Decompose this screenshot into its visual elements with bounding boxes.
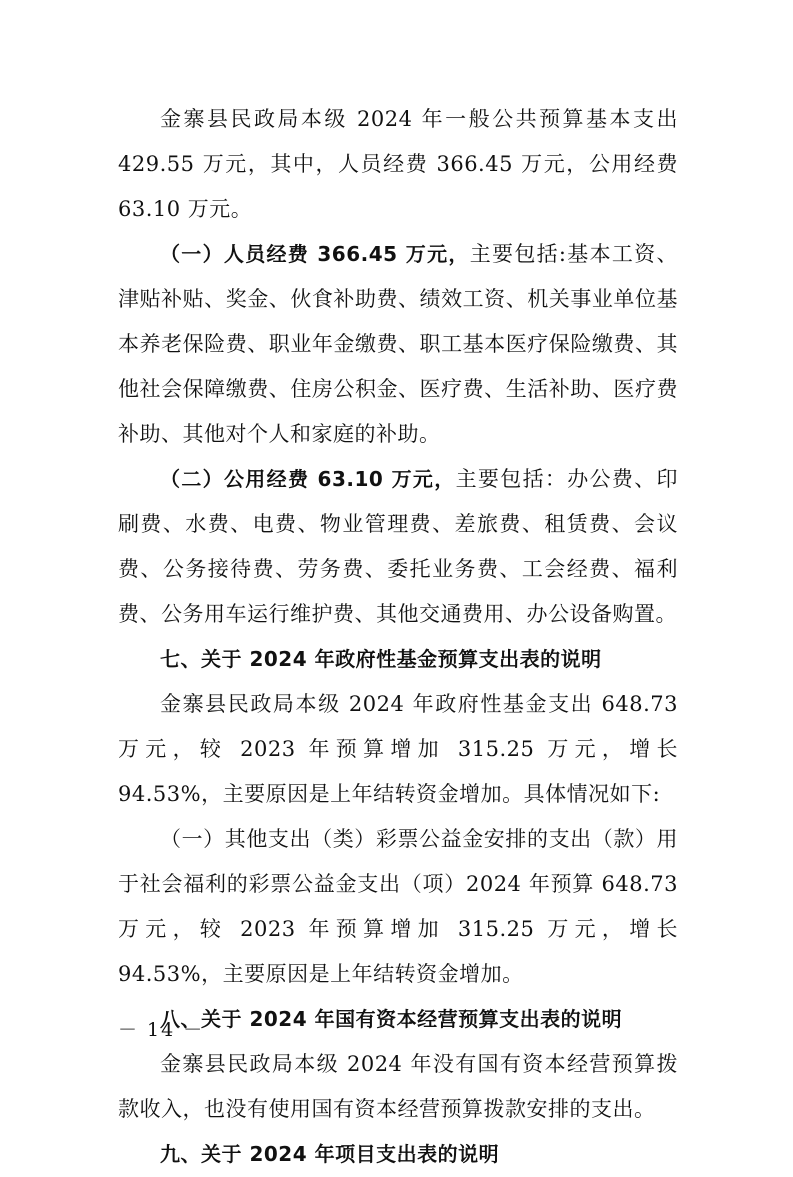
- paragraph-personnel-expenses: [118, 232, 678, 457]
- section-heading-8: 八、关于 2024 年国有资本经营预算支出表的说明: [160, 1007, 623, 1031]
- paragraph-government-fund: 金寨县民政局本级 2024 年政府性基金支出 648.73 万元，较 2023 年预算增加 315.25 万元，增长 94.53%，主要原因是上年结转资金增加。具体情况如下:: [118, 692, 678, 806]
- paragraph-lottery-fund: （一）其他支出（类）彩票公益金安排的支出（款）用于社会福利的彩票公益金支出（项）2024 年预算 648.73 万元，较 2023 年预算增加 315.25 万元，增长 94.53%，主要原因是上年结转资金增加。: [118, 827, 678, 986]
- section-heading-9: 九、关于 2024 年项目支出表的说明: [160, 1142, 500, 1166]
- paragraph-public-expenses: [118, 457, 678, 637]
- page-number: － 14 －: [118, 1019, 205, 1041]
- personnel-expenses-lead: （一）人员经费 366.45 万元，: [160, 242, 470, 266]
- public-expenses-lead: （二）公用经费 63.10 万元，: [160, 467, 456, 491]
- paragraph-state-capital: 金寨县民政局本级 2024 年没有国有资本经营预算拨款收入，也没有使用国有资本经营预算拨款安排的支出。: [118, 1052, 678, 1121]
- section-heading-7: 七、关于 2024 年政府性基金预算支出表的说明: [160, 647, 602, 671]
- personnel-expenses-detail: 主要包括:基本工资、津贴补贴、奖金、伙食补助费、绩效工资、机关事业单位基本养老保险费、职业年金缴费、职工基本医疗保险缴费、其他社会保障缴费、住房公积金、医疗费、生活补助、医疗费补助、其他对个人和家庭的补助。: [118, 242, 678, 446]
- public-expenses-detail: 主要包括：办公费、印刷费、水费、电费、物业管理费、差旅费、租赁费、会议费、公务接待费、劳务费、委托业务费、工会经费、福利费、公务用车运行维护费、其他交通费用、办公设备购置。: [118, 467, 679, 626]
- paragraph-basic-expenditure: 金寨县民政局本级 2024 年一般公共预算基本支出 429.55 万元，其中，人员经费 366.45 万元，公用经费 63.10 万元。: [118, 107, 678, 221]
